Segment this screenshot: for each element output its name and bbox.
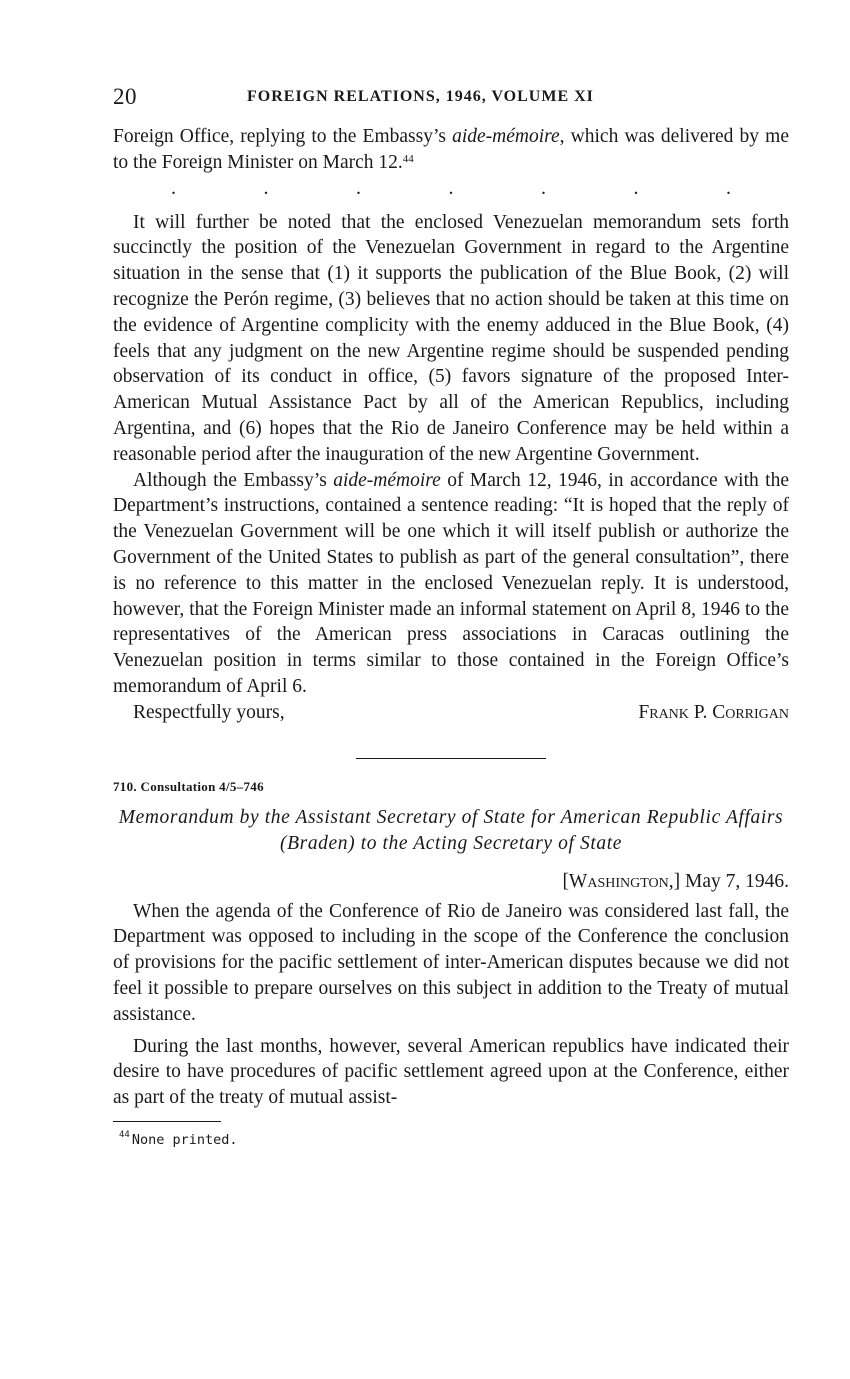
aide-memoire-paragraph xyxy=(113,468,789,700)
ellipsis-dot: . xyxy=(541,176,546,199)
footnote-reference: 44 xyxy=(402,152,414,165)
opening-paragraph xyxy=(113,124,789,176)
venezuelan-memorandum-paragraph: It will further be noted that the enclosed Venezuelan memorandum sets forth succinctly the position of the Venezuelan Government in regard to the Argentine situation in the sense that (1) it supports the publication of the Blue Book, (2) will recognize the Perón regime, (3) believes that no action should be taken at this time on the evidence of Argentine complicity with the enemy adduced in the Blue Book, (4) feels that any judgment on the new Argentine regime should be suspended pending observation of its conduct in office, (5) favors signature of the proposed Inter-American Mutual Assistance Pact by all of the American Republics, including Argentina, and (6) hopes that the Rio de Janeiro Conference may be held within a reasonable period after the inauguration of the new Argentine Government. xyxy=(113,211,789,465)
dateline-place: [Washington,] xyxy=(562,870,681,892)
closing-phrase: Respectfully yours, xyxy=(133,701,285,723)
opening-text-after: , which was delivered by me to the Foreign Minister on March 12. xyxy=(113,126,789,173)
ellipsis-dot: . xyxy=(633,176,639,199)
signer-name: Frank P. Corrigan xyxy=(638,701,789,723)
opening-italic-term: aide-mémoire xyxy=(452,126,560,147)
document-page xyxy=(113,84,789,1148)
ellipsis-dot: . xyxy=(448,176,454,199)
footnote xyxy=(113,1129,789,1148)
ellipsis-dot: . xyxy=(263,176,269,199)
dateline xyxy=(113,869,789,895)
although-italic-term: aide-mémoire xyxy=(333,469,441,491)
omission-ellipsis xyxy=(113,176,789,206)
running-head-title: FOREIGN RELATIONS, 1946, VOLUME XI xyxy=(247,88,594,105)
footnote-mark: 44 xyxy=(119,1129,130,1140)
although-text-after: of March 12, 1946, in accordance with the Department’s instructions, contained a sentence reading: “It is hoped that the reply of the Venezuelan Government will be one which it will itself publish or authorize the Government of the United States to publish as part of the general consultation”, there is no reference to this matter in the enclosed Venezuelan reply. It is understood, however, that the Foreign Minister made an informal statement on April 8, 1946 to the representatives of the American press associations in Caracas outlining the Venezuelan position in terms similar to those contained in the Foreign Office’s memorandum of April 6. xyxy=(113,469,789,697)
memorandum-paragraph-1: When the agenda of the Conference of Rio de Janeiro was considered last fall, the Department was opposed to including in the scope of the Conference the conclusion of provisions for the pacific settlement of inter-American disputes because we did not feel it possible to prepare ourselves on this subject in addition to the Treaty of mutual assistance. xyxy=(113,900,789,1025)
signoff xyxy=(113,700,789,726)
footnote-text: None printed. xyxy=(131,1131,238,1148)
file-reference: 710. Consultation 4/5–746 xyxy=(113,778,264,794)
footnote-divider xyxy=(113,1121,221,1122)
ellipsis-dot: . xyxy=(726,176,731,199)
section-divider xyxy=(356,758,546,759)
dateline-date: May 7, 1946. xyxy=(680,870,789,892)
document-title: Memorandum by the Assistant Secretary of State for American Republic Affairs (Braden) to the Acting Secretary of State xyxy=(118,806,784,854)
ellipsis-dot: . xyxy=(356,176,361,199)
although-text-before: Although the Embassy’s xyxy=(133,469,334,491)
memorandum-paragraph-2: During the last months, however, several American republics have indicated their desire to have procedures of pacific settlement agreed upon at the Conference, either as part of the treaty of mutual assist- xyxy=(113,1035,789,1109)
ellipsis-dot: . xyxy=(171,176,176,199)
running-head xyxy=(113,84,789,112)
page-number: 20 xyxy=(113,84,137,109)
opening-text-before: Foreign Office, replying to the Embassy’s xyxy=(113,126,453,147)
